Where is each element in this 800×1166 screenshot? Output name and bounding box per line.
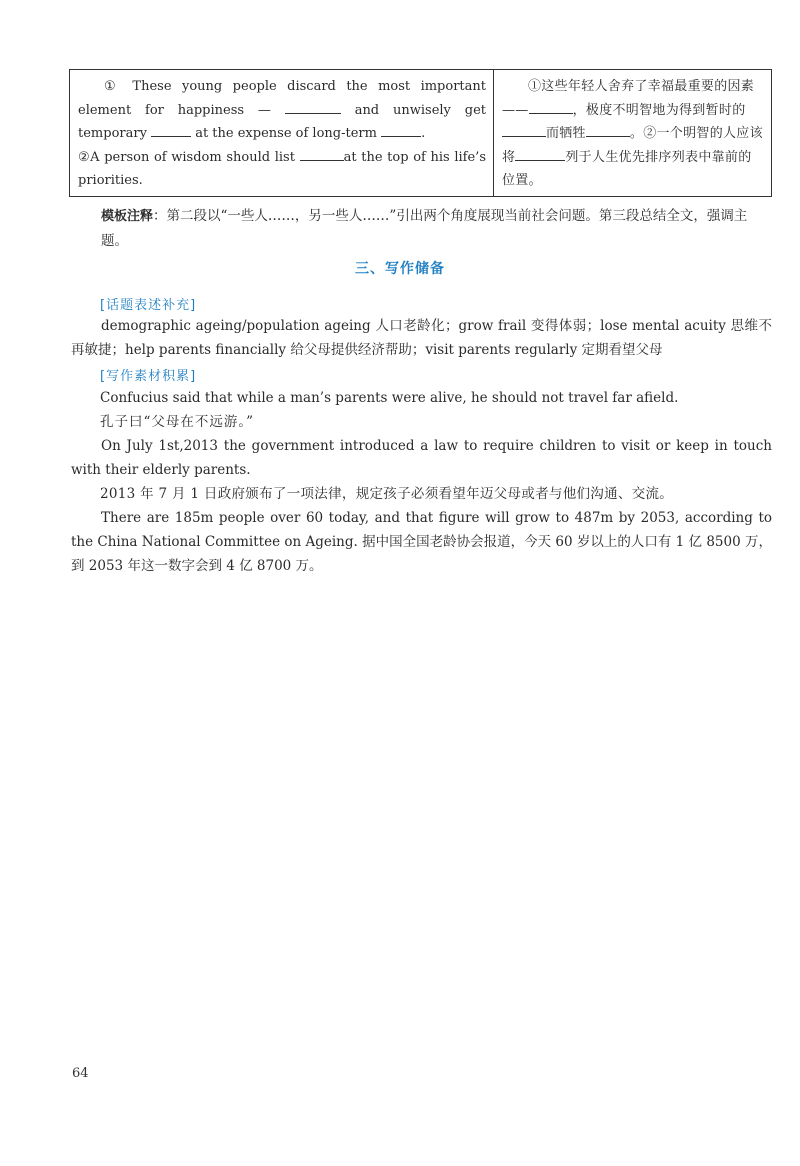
material-tag: [写作素材积累] <box>100 369 197 384</box>
law-english: On July 1st,2013 the government introduced a law to require children to visit or keep in touch with their elderly parents. <box>71 438 772 478</box>
chinese-translation: ①这些年轻人舍弃了幸福最重要的因素—— ，极度不明智地为得到暂时的而牺牲 。②一个明智的人应该将 列于人生优先排序列表中靠前的位置。 <box>502 79 763 188</box>
answer-blank[interactable] <box>502 122 546 137</box>
law-chinese: 2013 年 7 月 1 日政府颁布了一项法律，规定孩子必须看望年迈父母或者与他们沟通、交流。 <box>100 486 674 502</box>
chinese-cell <box>494 70 772 197</box>
confucius-chinese: 孔子曰“父母在不远游。” <box>100 414 255 430</box>
answer-blank[interactable] <box>300 146 344 161</box>
answer-blank[interactable] <box>586 122 630 137</box>
answer-blank[interactable] <box>515 146 565 161</box>
translation-exercise-table <box>69 69 772 197</box>
topic-expressions: demographic ageing/population ageing 人口老龄化；grow frail 变得体弱；lose mental acuity 思维不再敏捷；help parents financially 给父母提供经济帮助；visit parents regularly 定期看望父母 <box>71 318 772 358</box>
answer-blank[interactable] <box>529 99 573 114</box>
answer-blank[interactable] <box>285 99 341 114</box>
template-note: 模板注释：第二段以“一些人……，另一些人……”引出两个角度展现当前社会问题。第三段总结全文，强调主题。 <box>101 208 748 249</box>
topic-tag: [话题表述补充] <box>100 298 197 313</box>
answer-blank[interactable] <box>381 122 421 137</box>
section-title: 三、写作储备 <box>355 261 445 277</box>
english-item-1: ① These young people discard the most important element for happiness — and unwisely get temporary at the expense of long-term . <box>78 79 486 141</box>
page-number: 64 <box>72 1066 89 1081</box>
note-text: 第二段以“一些人……，另一些人……”引出两个角度展现当前社会问题。第三段总结全文，强调主题。 <box>101 208 748 249</box>
ageing-statistics: There are 185m people over 60 today, and that figure will grow to 487m by 2053, according to the China National Committee on Ageing. 据中国全国老龄协会报道，今天 60 岁以上的人口有 1 亿 8500 万，到 2053 年这一数字会到 4 亿 8700 万。 <box>71 510 772 574</box>
english-cell <box>70 70 494 197</box>
english-item-2: ②A person of wisdom should list at the top of his life’s priorities. <box>78 146 486 193</box>
note-heading: 模板注释 <box>101 209 154 224</box>
answer-blank[interactable] <box>151 122 191 137</box>
confucius-english: Confucius said that while a man’s parents were alive, he should not travel far afield. <box>100 390 679 406</box>
